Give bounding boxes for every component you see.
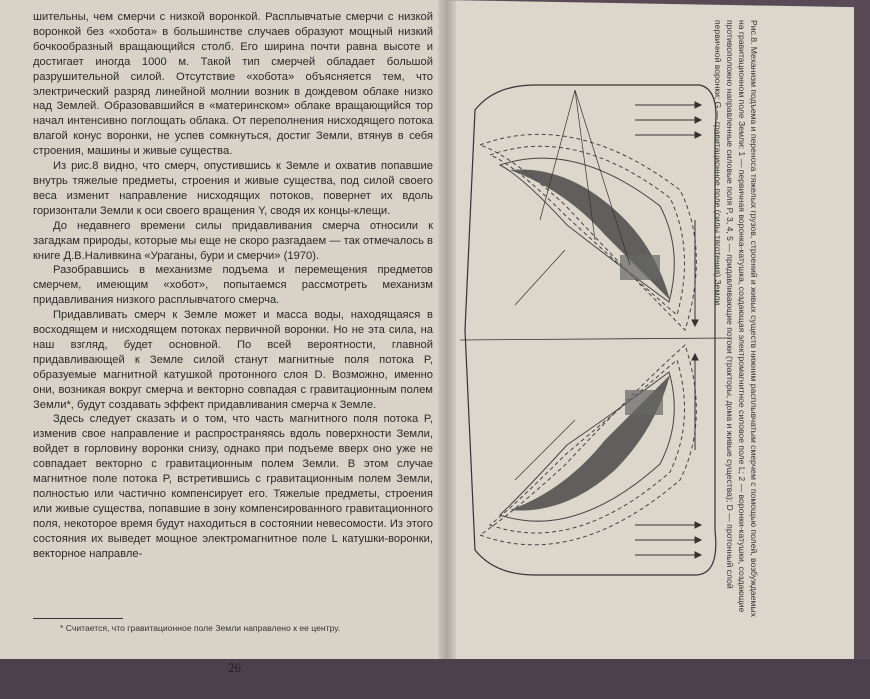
- footnote: * Считается, что гравитационное поле Земли направлено к ее центру.: [60, 623, 341, 633]
- debris-cluster: [625, 390, 663, 415]
- paragraph: шительны, чем смерчи с низкой воронкой. Расплывчатые смерчи с низкой воронкой без «хобота» в большинстве случаев образуют мощный низкий бочкообразный вращающийся столб. Его ширина почти равна высоте и достигает иногда 1000 м. Такой тип смерчей обладает большой разрушительной силой. Отсутствие «хобота» объясняется тем, что электрический разряд линейной молнии возник в дождевом облаке низко над Землей. Образовавшийся в «материнском» облаке вращающийся тор начал интенсивно поглощать облака. От переполнения нисходящего потока влагой конус воронки, не успев сомкнуться, достиг Земли, втянув в себя строения, машины и живые существа.: [33, 11, 433, 158]
- paragraph: Здесь следует сказать и о том, что часть магнитного поля потока P, изменив свое направление и распространяясь вдоль поверхности Земли, войдет в горловину воронки снизу, однако при подъеме вверх оно уже не совпадает векторно с гравитационным полем Земли. В этом случае магнитное поле потока P, встретившись с гравитационным полем Земли, полностью или частично компенсирует его. Тяжелые предметы, строения или живые существа, попавшие в зону компенсированного гравитационного поля, некоторое время будут находиться в состоянии невесомости. Из этого состояния их выведет мощное электромагнитное поле L катушки-воронки, векторное направле-: [33, 413, 433, 560]
- leader-lines: [515, 90, 630, 480]
- page-number: 26: [228, 660, 241, 675]
- paragraph: Разобравшись в механизме подъема и перемещения предметов смерчем, имеющим «хобот», попытаемся рассмотреть механизм придавливания низкого расплывчатого смерча.: [33, 264, 433, 307]
- paragraph: Придавливать смерч к Земле может и масса воды, находящаяся в восходящем и нисходящем потоках первичной воронки. Но не эта сила, на наш взгляд, будет основной. По всей вероятности, главной придавливающей к Земле силой станут магнитные поля потока P, образуемые магнитной катушкой протонного слоя D. Возможно, именно они, возникая вокруг смерча и векторно совпадая с гравитационным полем Земли*, будут создавать эффект придавливания смерча к Земле.: [33, 309, 433, 411]
- caption-text: Рис.8. Механизм подъема и переноса тяжелых грузов, строений и живых существ нижним расплывчатым смерчем с помощью полей, возбуждаемых на гравитационном поле Земли: 1 — первичная воронка-катушка, создающая электромагнитное силовое поле L; 2 — воронки-катушки, создающие противоположно направленные силовые поля P, 3, 4, 5 — придавливающие потоки (тракторы, дома и живые существа); D — протонный слой первичной воронки; G — гравитационное поле (силы тяготения) Земли: [713, 20, 759, 617]
- paragraph: До недавнего времени силы придавливания смерча относили к загадкам природы, которые мы еще не скоро разгадаем — так отмечалось в книге Д.В.Наливкина «Ураганы, бури и смерчи» (1970).: [33, 219, 433, 262]
- debris-cluster: [620, 255, 660, 280]
- field-line: [480, 134, 696, 330]
- book-gutter: [438, 0, 456, 690]
- body-text: [33, 10, 433, 562]
- footnote-divider: [33, 618, 123, 619]
- figure-caption: [680, 20, 760, 620]
- upper-funnel: [510, 170, 670, 301]
- field-line: [480, 345, 696, 545]
- table-surface: [0, 659, 870, 699]
- paragraph: Из рис.8 видно, что смерч, опустившись к Земле и охватив попавшие внутрь тяжелые предметы, строения и живые существа, под силой своего веса изменит направление нисходящих потоков, повернет их вдоль горизонтали Земли к оси своего вращения Y, сводя их концы-клещи.: [33, 160, 433, 217]
- figure-outline: [465, 85, 716, 575]
